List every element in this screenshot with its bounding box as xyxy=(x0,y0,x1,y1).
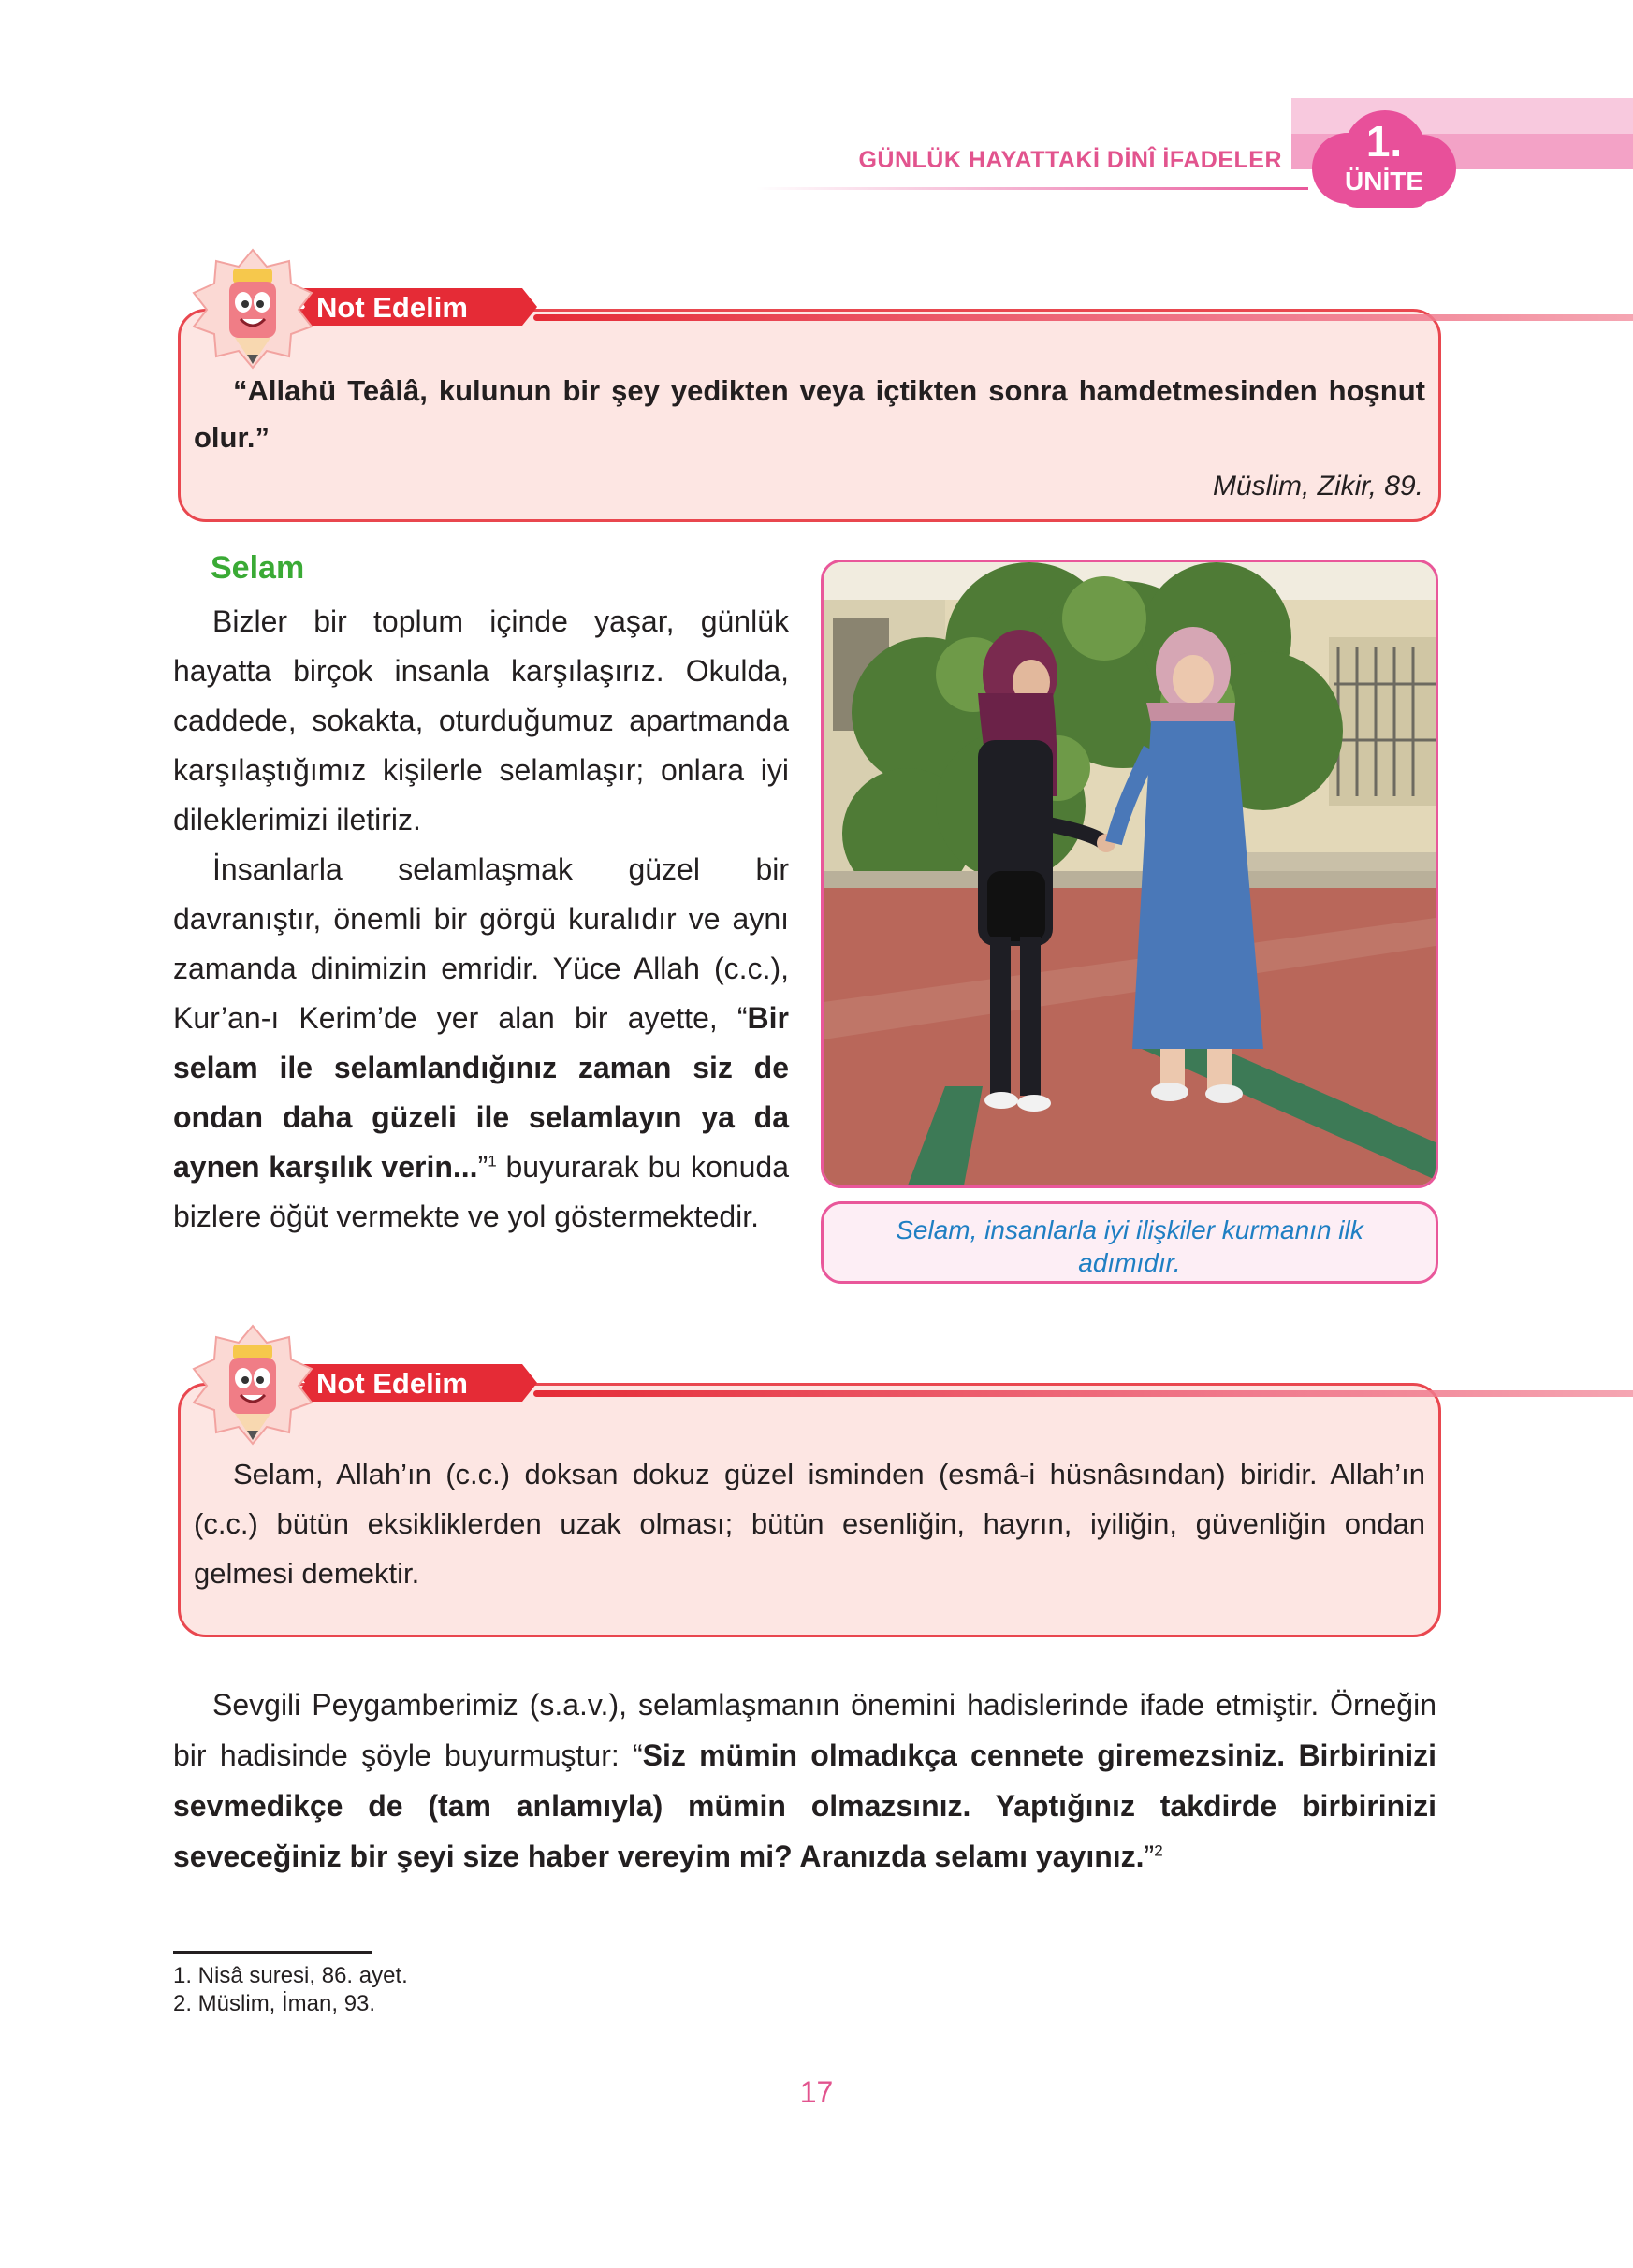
section-paragraph-2: İnsanlarla selamlaşmak güzel bir davranıştır, önemli bir görgü kuralıdır ve aynı zamanda dinimizin emridir. Yüce Allah (c.c.), Kur’an-ı Kerim’de yer alan bir ayette, “Bir selam ile selamlandığınız zaman siz de ondan daha güzeli ile selamlayın ya da aynen karşılık verin...”$^1$ buyurarak bu konuda bizlere öğüt vermekte ve yol göstermektedir. xyxy=(173,852,790,1233)
pencil-mascot-icon xyxy=(192,248,313,370)
pencil-mascot-icon xyxy=(192,1324,313,1446)
unit-word: ÜNİTE xyxy=(1345,167,1423,196)
note-1-quote: “Allahü Teâlâ, kulunun bir şey yedikten veya içtikten sonra hamdetmesinden hoşnut olur.” xyxy=(194,374,1425,454)
note-1-label: Not Edelim xyxy=(316,291,468,324)
footnotes xyxy=(173,1962,408,2018)
header-rule xyxy=(756,187,1308,190)
greeting-photo-image xyxy=(824,562,1436,1185)
unit-badge xyxy=(1310,110,1458,210)
section-paragraph-1: Bizler bir toplum içinde yaşar, günlük hayatta birçok insanla karşılaşırız. Okulda, caddede, sokakta, oturduğumuz apartmanda karşılaştığımız kişilerle selamlaşır; onlara iyi dileklerimizi iletiriz. xyxy=(173,604,789,836)
note-1-source: Müslim, Zikir, 89. xyxy=(1212,471,1423,502)
verse-quote: Bir selam ile selamlandığınız zaman siz de ondan daha güzeli ile selamlayın ya da aynen karşılık verin... xyxy=(173,1001,789,1184)
footnote-ref-1: 1 xyxy=(488,1152,497,1170)
note-box-1 xyxy=(178,309,1441,522)
section-body xyxy=(173,597,789,1242)
note-box-2 xyxy=(178,1383,1441,1637)
footnote-ref-2: 2 xyxy=(1154,1841,1163,1860)
hadith-paragraph: Sevgili Peygamberimiz (s.a.v.), selamlaşmanın önemini hadislerinde ifade etmiştir. Örneğin bir hadisinde şöyle buyurmuştur: “Siz mümin olmadıkça cennete giremezsiniz. Birbirinizi sevmedikçe de (tam anlamıyla) mümin olmazsınız. Yaptığınız takdirde birbirinizi seveceğiniz bir şeyi size haber vereyim mi? Aranızda selamı yayınız.”$^2$ xyxy=(173,1688,1436,1873)
section-title: Selam xyxy=(211,550,305,586)
footnote-2: 2. Müslim, İman, 93. xyxy=(173,1991,376,2016)
greeting-photo xyxy=(821,560,1438,1188)
footnote-1: 1. Nisâ suresi, 86. ayet. xyxy=(173,1963,408,1988)
unit-title: GÜNLÜK HAYATTAKİ DİNÎ İFADELER xyxy=(858,147,1282,173)
page-number: 17 xyxy=(799,2075,834,2109)
unit-number: 1. xyxy=(1365,117,1403,166)
note-2-label: Not Edelim xyxy=(316,1367,468,1400)
hadith-quote: Siz mümin olmadıkça cennete giremezsiniz. Birbirinizi sevmedikçe de (tam anlamıyla) mümin olmazsınız. Yaptığınız takdirde birbirinizi seveceğiniz bir şeyi size haber vereyim mi? Aranızda selamı yayınız. xyxy=(173,1738,1436,1873)
photo-caption-box xyxy=(821,1201,1438,1284)
photo-caption: Selam, insanlarla iyi ilişkiler kurmanın ilk adımıdır. xyxy=(896,1215,1363,1277)
note-2-text: Selam, Allah’ın (c.c.) doksan dokuz güzel isminden (esmâ-i hüsnâsından) biridir. Allah’ın (c.c.) bütün eksikliklerden uzak olması; bütün esenliğin, hayrın, iyiliğin, güvenliğin ondan gelmesi demektir. xyxy=(194,1458,1425,1590)
footnote-rule xyxy=(173,1951,372,1954)
